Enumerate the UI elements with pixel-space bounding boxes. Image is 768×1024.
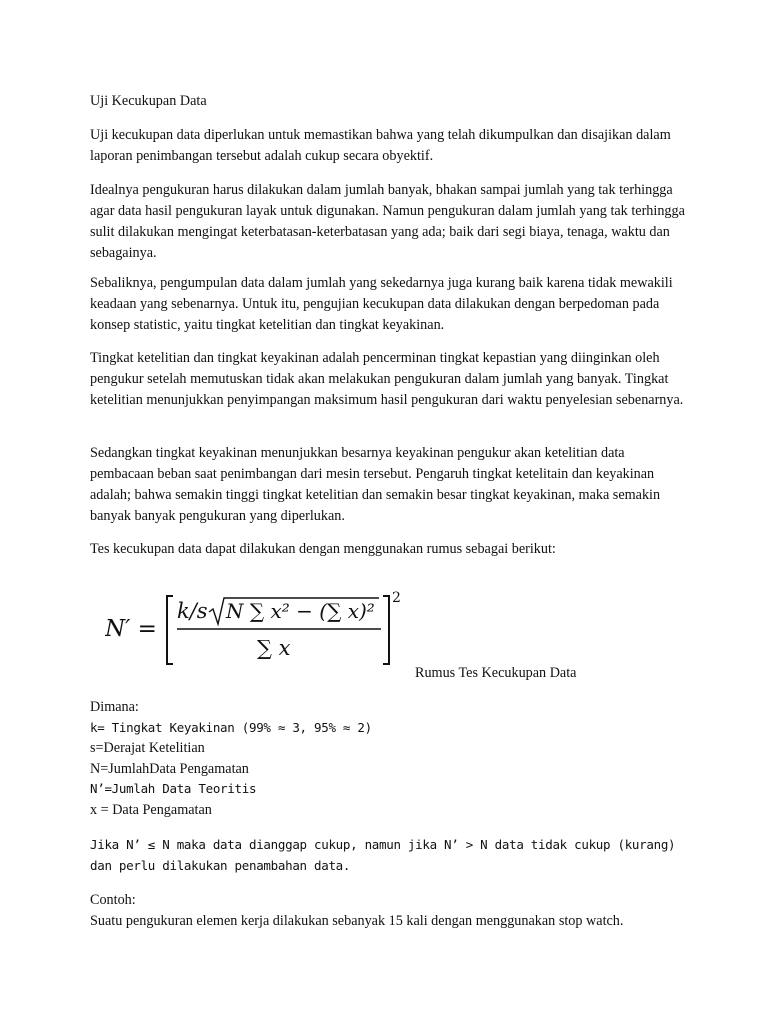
paragraph-6: Tes kecukupan data dapat dilakukan dengan menggunakan rumus sebagai berikut:	[90, 541, 556, 557]
paragraph-3: Sebaliknya, pengumpulan data dalam jumlah yang sekedarnya juga kurang baik karena tidak mewakili keadaan yang sebenarnya. Untuk itu, pengujian kecukupan data dilakukan dengan berpedoman pada konsep statistic, yaitu tingkat ketelitian dan tingkat keyakinan.	[90, 275, 673, 333]
definition-s: s=Derajat Ketelitian	[90, 740, 205, 756]
definitions-heading: Dimana:	[90, 699, 139, 715]
example-heading: Contoh:	[90, 892, 136, 908]
formula-denominator: ∑ x	[257, 636, 291, 660]
paragraph-5: Sedangkan tingkat keyakinan menunjukkan besarnya keyakinan pengukur akan ketelitian data pembacaan beban saat penimbangan dari mesin tersebut. Pengaruh tingkat ketelitain dan keyakinan adalah; bahwa semakin tinggi tingkat ketelitian dan semakin besar tingkat keyakinan, maka semakin banyak banyak pengukuran yang diperlukan.	[90, 445, 661, 524]
formula-k-over-s: k/s	[177, 599, 208, 623]
definition-k: k= Tingkat Keyakinan (99% ≈ 3, 95% ≈ 2)	[90, 719, 372, 735]
definition-x: x = Data Pengamatan	[90, 801, 212, 818]
formula-lhs: N′ =	[105, 616, 157, 642]
definition-n: N=JumlahData Pengamatan	[90, 760, 249, 777]
condition-text: Jika N’ ≤ N maka data dianggap cukup, namun jika N’ > N data tidak cukup (kurang) dan perlu dilakukan penambahan data.	[90, 837, 676, 873]
paragraph-2: Idealnya pengukuran harus dilakukan dalam jumlah banyak, bhakan sampai jumlah yang tak terhingga agar data hasil pengukuran layak untuk digunakan. Namun pengukuran dalam jumlah yang tak terhingga sulit dilakukan mengingat keterbatasan-keterbatasan yang ada; baik dari segi biaya, tenaga, waktu dan sebagainya.	[90, 182, 685, 261]
definition-n-prime: N’=Jumlah Data Teoritis	[90, 781, 257, 796]
paragraph-1: Uji kecukupan data diperlukan untuk memastikan bahwa yang telah dikumpulkan dan disajikan dalam laporan penimbangan tersebut adalah cukup secara obyektif.	[90, 127, 671, 164]
definitions-list	[90, 697, 372, 820]
example-section	[90, 890, 690, 931]
formula-image	[105, 584, 415, 668]
document-title: Uji Kecukupan Data	[90, 93, 207, 109]
left-bracket	[167, 596, 173, 664]
right-bracket	[383, 596, 389, 664]
paragraph-4: Tingkat ketelitian dan tingkat keyakinan adalah pencerminan tingkat kepastian yang diinginkan oleh pengukur setelah memutuskan tidak akan melakukan pengukuran dalam jumlah yang banyak. Tingkat ketelitian menunjukkan penyimpangan maksimum hasil pengukuran dari waktu penyelesian sebenarnya.	[90, 350, 684, 408]
formula-radicand: N ∑ x² − (∑ x)²	[226, 599, 375, 623]
formula-exponent: 2	[392, 590, 401, 606]
example-text: Suatu pengukuran elemen kerja dilakukan sebanyak 15 kali dengan menggunakan stop watch.	[90, 912, 624, 929]
formula-caption: Rumus Tes Kecukupan Data	[415, 665, 577, 681]
